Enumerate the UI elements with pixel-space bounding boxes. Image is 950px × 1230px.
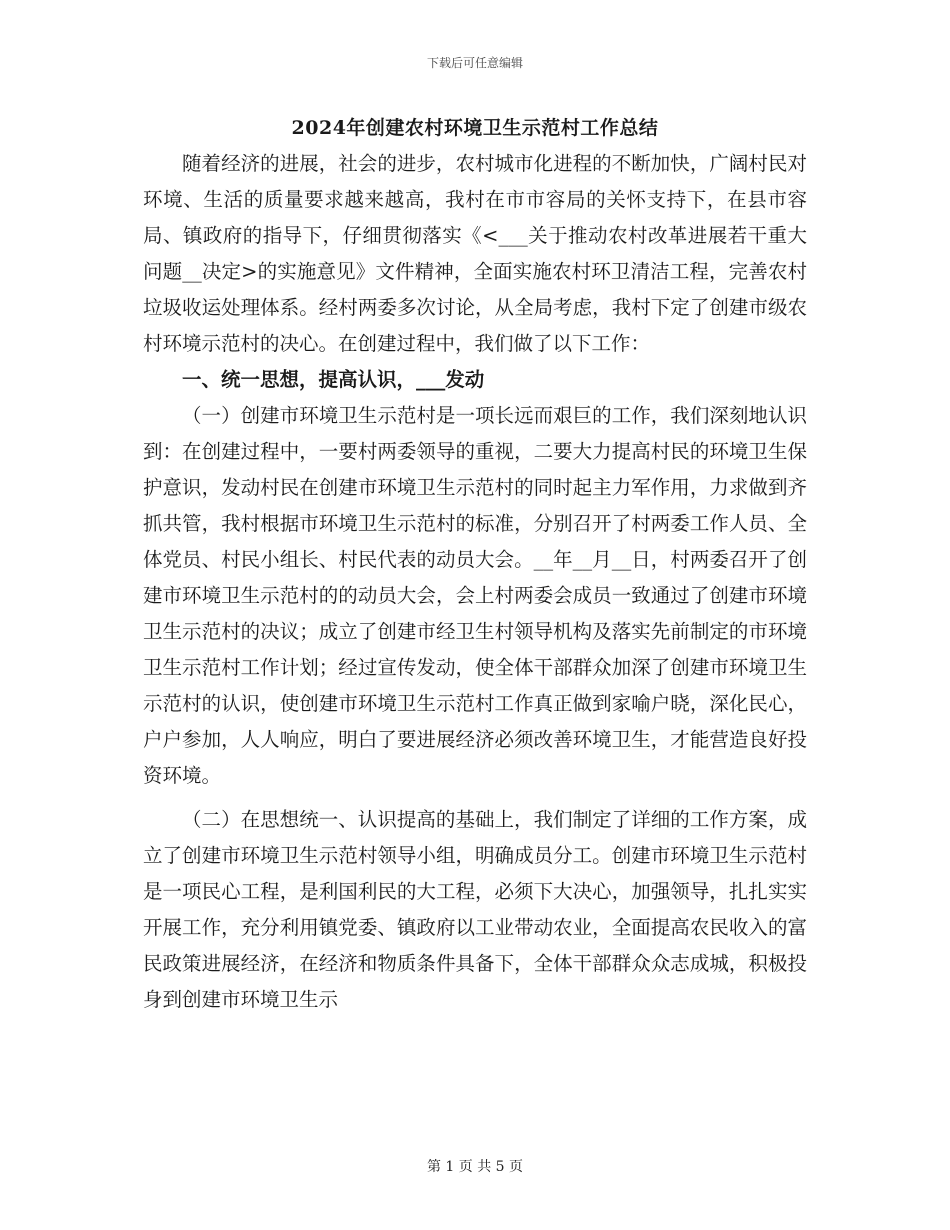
document-body bbox=[143, 112, 807, 1018]
section-heading-1: 一、统一思想，提高认识，___发动 bbox=[182, 368, 485, 391]
paragraph-2: （二）在思想统一、认识提高的基础上，我们制定了详细的工作方案，成立了创建市环境卫生示范村领导小组，明确成员分工。创建市环境卫生示范村是一项民心工程，是利国利民的大工程，必须下大决心，加强领导，扎扎实实开展工作，充分利用镇党委、镇政府以工业带动农业，全面提高农民收入的富民政策进展经济，在经济和物质条件具备下，全体干部群众众志成城，积极投身到创建市环境卫生示 bbox=[143, 808, 807, 1011]
page-number: 第 1 页 共 5 页 bbox=[426, 1159, 524, 1175]
page-header-note: 下载后可任意编辑 bbox=[426, 56, 523, 70]
intro-paragraph: 随着经济的进展，社会的进步，农村城市化进程的不断加快，广阔村民对环境、生活的质量要求越来越高，我村在市市容局的关怀支持下，在县市容局、镇政府的指导下，仔细贯彻落实《<___关于推动农村改革进展若干重大问题__决定>的实施意见》文件精神，全面实施农村环卫清洁工程，完善农村垃圾收运处理体系。经村两委多次讨论，从全局考虑，我村下定了创建市级农村环境示范村的决心。在创建过程中，我们做了以下工作： bbox=[143, 152, 807, 355]
paragraph-1: （一）创建市环境卫生示范村是一项长远而艰巨的工作，我们深刻地认识到：在创建过程中，一要村两委领导的重视，二要大力提高村民的环境卫生保护意识，发动村民在创建市环境卫生示范村的同时起主力军作用，力求做到齐抓共管，我村根据市环境卫生示范村的标准，分别召开了村两委工作人员、全体党员、村民小组长、村民代表的动员大会。__年__月__日，村两委召开了创建市环境卫生示范村的的动员大会，会上村两委会成员一致通过了创建市环境卫生示范村的决议；成立了创建市经卫生村领导机构及落实先前制定的市环境卫生示范村工作计划；经过宣传发动，使全体干部群众加深了创建市环境卫生示范村的认识，使创建市环境卫生示范村工作真正做到家喻户晓，深化民心，户户参加，人人响应，明白了要进展经济必须改善环境卫生，才能营造良好投资环境。 bbox=[143, 404, 807, 787]
document-title: 2024年创建农村环境卫生示范村工作总结 bbox=[291, 117, 659, 139]
